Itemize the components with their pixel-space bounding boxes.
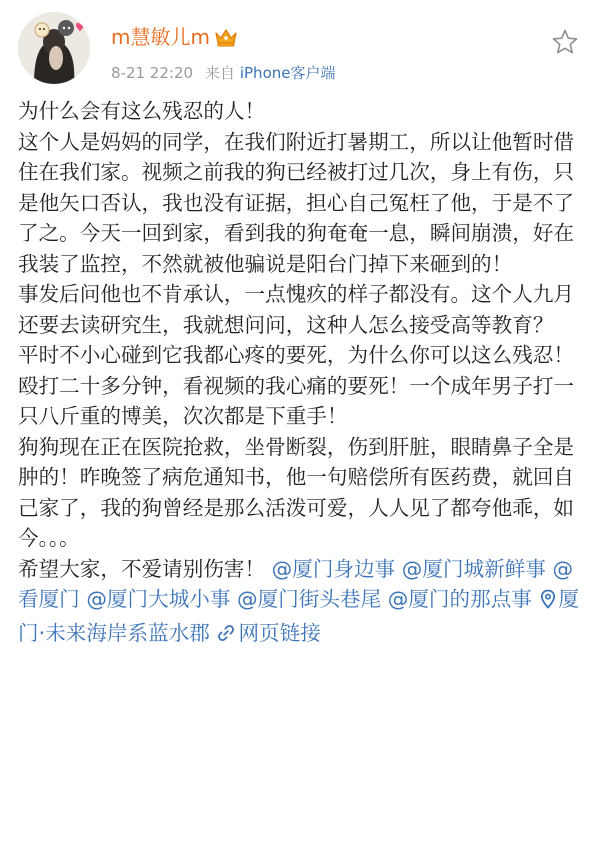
location-pin-icon (540, 587, 556, 618)
crown-icon (214, 27, 238, 53)
post-time: 8-21 22:20 (111, 64, 194, 82)
star-icon[interactable] (551, 28, 579, 60)
post-header (0, 0, 600, 100)
source-prefix: 来自 (205, 64, 236, 82)
paragraph: 狗狗现在正在医院抢救，坐骨断裂，伤到肝脏，眼睛鼻子全是肿的！昨晚签了病危通知书，他一句赔偿所有医药费，就回自己家了，我的狗曾经是那么活泼可爱，人人见了都夸他乖，如今。。。 (18, 434, 575, 550)
web-link-text: 网页链接 (238, 620, 321, 645)
closing-text: 希望大家，不爱请别伤害！ (18, 556, 266, 581)
avatar[interactable] (18, 12, 90, 84)
mention-link[interactable]: @厦门的那点事 (387, 587, 532, 611)
username-row (111, 24, 238, 53)
paragraph: 事发后问他也不肯承认，一点愧疚的样子都没有。这个人九月还要去读研究生，我就想问问，这种人怎么接受高等教育？ (18, 282, 575, 337)
location-text: 厦门·未来海岸系蓝水郡 (18, 587, 580, 645)
username[interactable]: m慧敏儿m (111, 25, 210, 49)
post-meta (111, 63, 335, 83)
avatar-image (18, 12, 90, 84)
link-icon (216, 621, 236, 652)
closing-paragraph (18, 554, 588, 652)
source-link[interactable]: iPhone客户端 (239, 64, 336, 82)
mention-link[interactable]: @厦门街头巷尾 (237, 587, 382, 611)
paragraph: 这个人是妈妈的同学，在我们附近打暑期工，所以让他暂时借住在我们家。视频之前我的狗已经被打过几次，身上有伤，只是他矢口否认，我也没有证据，担心自己冤枉了他，于是不了了之。今天一回到家，看到我的狗奄奄一息，瞬间崩溃，好在我装了监控，不然就被他骗说是阳台门掉下来砸到的！ (18, 129, 575, 276)
paragraph: 平时不小心碰到它我都心疼的要死，为什么你可以这么残忍！殴打二十多分钟，看视频的我心痛的要死！一个成年男子打一只八斤重的博美，次次都是下重手！ (18, 343, 575, 428)
mention-link[interactable]: @厦门城新鲜事 (401, 556, 546, 581)
web-link[interactable] (216, 621, 320, 645)
mention-link[interactable]: @看厦门 (18, 556, 574, 611)
paragraph: 为什么会有这么残忍的人！ (18, 99, 266, 123)
mention-link[interactable]: @厦门大城小事 (86, 587, 231, 611)
mention-link[interactable]: @厦门身边事 (271, 556, 396, 581)
post-content (18, 96, 588, 651)
